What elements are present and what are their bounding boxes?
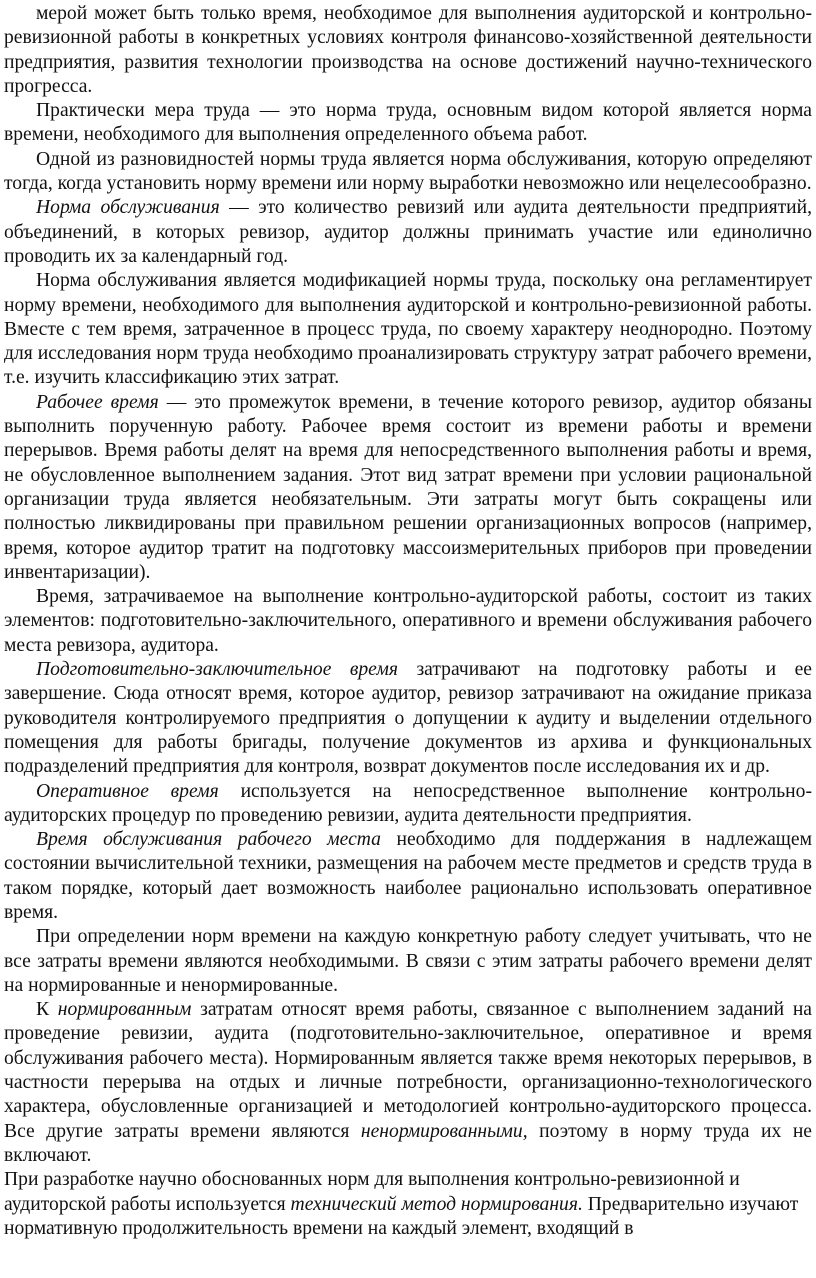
paragraph xyxy=(4,998,812,1168)
text-segment: Практически мера труда — это норма труда, основным видом которой является норма времени, необходимого для выполнения определенного объема работ. xyxy=(4,100,812,146)
paragraph xyxy=(4,99,812,148)
text-segment: При разработке научно обоснованных норм для выполнения контрольно-ревизионной и аудиторской работы используется xyxy=(4,1169,740,1215)
paragraph xyxy=(4,828,812,925)
italic-term: Время обслуживания рабочего места xyxy=(36,829,381,851)
text-segment: используется на непосредственное выполнение контрольно-аудиторских процедур по проведению ревизии, аудита деятельности предприятия. xyxy=(4,780,812,826)
italic-term: ненормированными, xyxy=(360,1120,528,1142)
italic-term: технический метод нормирования. xyxy=(290,1193,583,1215)
paragraph xyxy=(4,196,812,269)
text-segment: затрачивают на подготовку работы и ее завершение. Сюда относят время, которое аудитор, ревизор затрачивают на ожидание приказа руководителя контролируемого предприятия о допущении к аудиту и выделении отдельного помещения для работы бригады, получение документов из архива и функциональных подразделений предприятия для контроля, возврат документов после исследования их и др. xyxy=(4,659,812,778)
text-segment: затратам относят время работы, связанное с выполнением заданий на проведение ревизии, аудита (подготовительно-заключительное, оперативное и время обслуживания рабочего места). Нормированным является также время некоторых перерывов, в частности перерыва на отдых и личные потребности, организационно-технологического характера, обусловленные организацией и методологией контрольно-аудиторского процесса. Все другие затраты времени являются xyxy=(4,999,812,1142)
text-segment: Одной из разновидностей нормы труда является норма обслуживания, которую определяют тогда, когда установить норму времени или норму выработки невозможно или нецелесообразно. xyxy=(4,148,812,195)
paragraph xyxy=(4,925,812,998)
text-segment: Предварительно изучают нормативную продолжительность времени на каждый элемент, входящий в xyxy=(4,1193,799,1239)
italic-term: нормированным xyxy=(57,999,192,1021)
text-segment: поэтому в норму труда их не включают. xyxy=(4,1120,812,1166)
paragraph xyxy=(4,585,812,658)
paragraph xyxy=(4,148,812,197)
text-segment: Время, затрачиваемое на выполнение контрольно-аудиторской работы, состоит из таких элементов: подготовительно-заключительного, оперативного и времени обслуживания рабочего места ревизора, аудитора. xyxy=(4,586,812,656)
paragraph xyxy=(4,391,812,585)
document-body xyxy=(4,2,812,1241)
text-segment: — это промежуток времени, в течение которого ревизор, аудитор обязаны выполнить порученную работу. Рабочее время состоит из времени работы и времени перерывов. Время работы делят на время для непосредственного выполнения работы и время, не обусловленное выполнением задания. Этот вид затрат времени при условии рациональной организации труда является необязательным. Эти затраты могут быть сокращены или полностью ликвидированы при правильном решении организационных вопросов (например, время, которое аудитор тратит на подготовку массоизмерительных приборов при проведении инвентаризации). xyxy=(4,391,812,583)
paragraph xyxy=(4,2,812,99)
paragraph xyxy=(4,1168,812,1241)
text-segment: При определении норм времени на каждую конкретную работу следует учитывать, что не все затраты времени являются необходимыми. В связи с этим затраты рабочего времени делят на нормированные и ненормированные. xyxy=(4,926,812,996)
italic-term: Подготовительно-заключительное время xyxy=(36,659,398,681)
text-segment: — это количество ревизий или аудита деятельности предприятий, объединений, в которых ревизор, аудитор должны принимать участие или единолично проводить их за календарный год. xyxy=(4,197,813,267)
italic-term: Норма обслуживания xyxy=(36,197,220,219)
text-segment: необходимо для поддержания в надлежащем состоянии вычислительной техники, размещения на рабочем месте предметов и средств труда в таком порядке, который дает возможность наиболее рационально использовать оперативное время. xyxy=(4,829,812,923)
text-segment: К xyxy=(36,999,58,1021)
text-segment: мерой может быть только время, необходимое для выполнения аудиторской и контрольно-ревизионной работы в конкретных условиях контроля финансово-хозяйственной деятельности предприятия, развития технологии производства на основе достижений научно-технического прогресса. xyxy=(4,3,812,97)
italic-term: Рабочее время xyxy=(36,391,159,413)
paragraph xyxy=(4,658,812,779)
italic-term: Оперативное время xyxy=(36,780,219,802)
paragraph xyxy=(4,269,812,390)
text-segment: Норма обслуживания является модификацией нормы труда, поскольку она регламентирует норму времени, необходимого для выполнения аудиторской и контрольно-ревизионной работы. Вместе с тем время, затраченное в процесс труда, по своему характеру неоднородно. Поэтому для исследования норм труда необходимо проанализировать структуру затрат рабочего времени, т.е. изучить классификацию этих затрат. xyxy=(4,270,812,389)
paragraph xyxy=(4,780,812,829)
